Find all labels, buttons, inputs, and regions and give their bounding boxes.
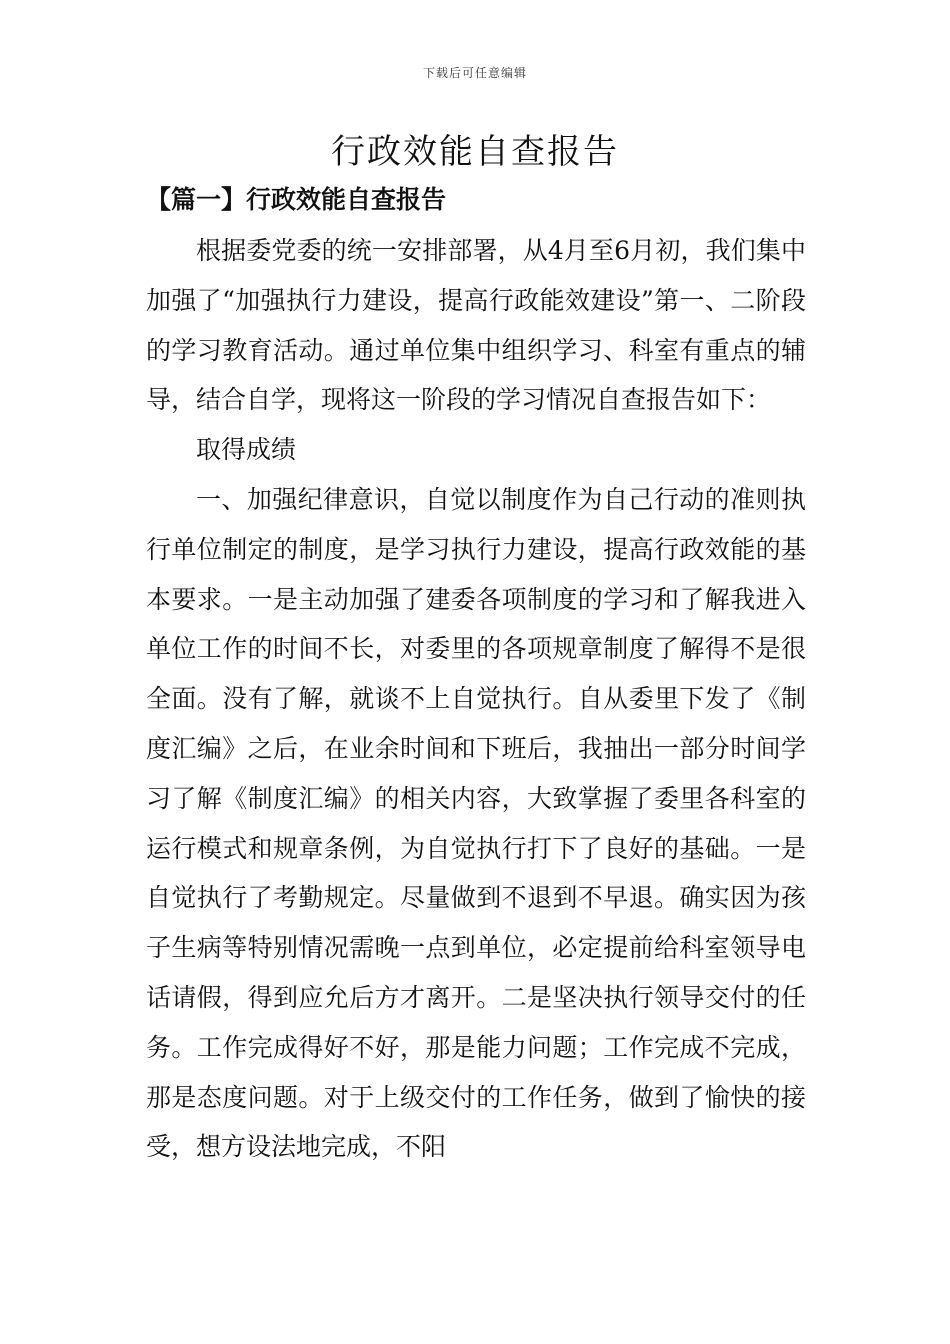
header-note: 下载后可任意编辑: [422, 66, 527, 80]
paragraph-intro: 根据委党委的统一安排部署，从4月至6月初，我们集中加强了“加强执行力建设，提高行政能效建设”第一、二阶段的学习教育活动。通过单位集中组织学习、科室有重点的辅导，结合自学，现将这一阶段的学习情况自查报告如下：: [146, 236, 806, 415]
paragraph-section-one: 一、加强纪律意识，自觉以制度作为自己行动的准则执行单位制定的制度，是学习执行力建设，提高行政效能的基本要求。一是主动加强了建委各项制度的学习和了解我进入单位工作的时间不长，对委里的各项规章制度了解得不是很全面。没有了解，就谈不上自觉执行。自从委里下发了《制度汇编》之后，在业余时间和下班后，我抽出一部分时间学习了解《制度汇编》的相关内容，大致掌握了委里各科室的运行模式和规章条例，为自觉执行打下了良好的基础。一是自觉执行了考勤规定。尽量做到不退到不早退。确实因为孩子生病等特别情况需晚一点到单位，必定提前给科室领导电话请假，得到应允后方才离开。二是坚决执行领导交付的任务。工作完成得好不好，那是能力问题；工作完成不完成，那是态度问题。对于上级交付的工作任务，做到了愉快的接受，想方设法地完成，不阳: [146, 484, 806, 1162]
document-title: 行政效能自查报告: [331, 132, 619, 172]
document-body: [146, 226, 806, 1172]
paragraph-subheading: 取得成绩: [196, 435, 297, 465]
section-heading: 【篇一】行政效能自查报告: [146, 185, 447, 214]
